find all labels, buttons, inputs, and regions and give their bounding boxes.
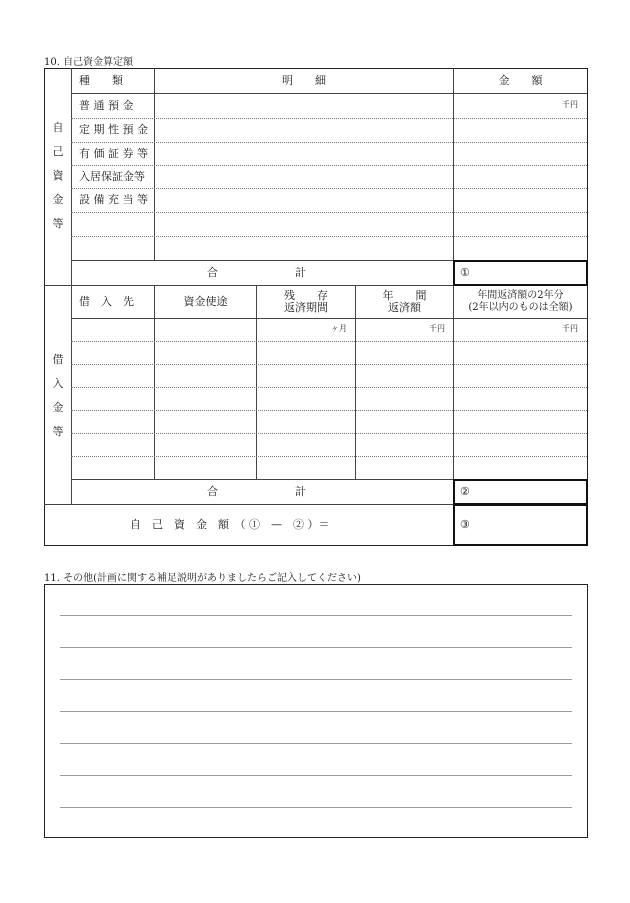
- total-label-loan: 合 計: [207, 485, 306, 498]
- row-line: [71, 118, 587, 119]
- loan-row-line: [71, 433, 587, 434]
- loan-header-line: [71, 318, 587, 319]
- row-line: [71, 188, 587, 189]
- group-column-divider: [71, 68, 72, 504]
- result-box-3: [453, 504, 588, 546]
- remaining-period-header: 残 存 返済期間: [284, 289, 328, 314]
- row-time-deposit: 定 期 性 預 金: [79, 123, 148, 136]
- remaining-column-divider: [355, 285, 356, 479]
- notes-line: [60, 711, 572, 712]
- row-line: [71, 165, 587, 166]
- amount-header: 金 額: [498, 74, 543, 87]
- unit-thousand-yen: 千円: [562, 324, 578, 333]
- notes-line: [60, 615, 572, 616]
- section10-title: 10. 自己資金算定額: [44, 57, 134, 68]
- notes-line: [60, 807, 572, 808]
- row-ordinary-deposit: 普 通 預 金: [79, 99, 134, 112]
- annual-repayment-header: 年 間 返済額: [382, 289, 427, 314]
- loan-row-line: [71, 456, 587, 457]
- total-label-own: 合 計: [207, 266, 306, 279]
- notes-line: [60, 679, 572, 680]
- circle-mark-1: ①: [460, 266, 470, 279]
- own-funds-group-label: 自 己 資 金 等: [52, 121, 64, 230]
- circle-mark-3: ③: [460, 518, 470, 531]
- unit-months: ヶ月: [331, 324, 347, 333]
- unit-thousand-yen: 千円: [562, 100, 578, 109]
- purpose-header: 資金使途: [183, 295, 228, 308]
- row-deposit-guarantee: 入居保証金等: [79, 170, 145, 183]
- two-year-repayment-header: 年間返済額の2年分 (2年以内のものは全額): [468, 290, 573, 313]
- loan-row-line: [71, 387, 587, 388]
- total-box-2: [453, 479, 588, 505]
- detail-header: 明 細: [282, 74, 326, 87]
- notes-line: [60, 743, 572, 744]
- header-line: [71, 93, 587, 94]
- lender-header: 借 入 先: [79, 295, 134, 308]
- loan-group-label: 借 入 金 等: [52, 353, 64, 438]
- total-box-1: [453, 260, 588, 286]
- notes-line: [60, 775, 572, 776]
- kind-column-divider: [154, 68, 155, 260]
- own-funds-formula: 自 己 資 金 額 （ ① — ② ）＝: [130, 518, 330, 531]
- loan-row-line: [71, 410, 587, 411]
- notes-line: [60, 647, 572, 648]
- row-line: [71, 236, 587, 237]
- circle-mark-2: ②: [460, 485, 470, 498]
- unit-thousand-yen: 千円: [429, 324, 445, 333]
- row-equipment-allocation: 設 備 充 当 等: [79, 193, 148, 206]
- row-line: [71, 212, 587, 213]
- lender-column-divider: [154, 285, 155, 479]
- kind-header: 種 類: [79, 74, 123, 87]
- loan-row-line: [71, 364, 587, 365]
- section11-title: 11. その他(計画に関する補足説明がありましたらご記入してください): [44, 573, 361, 584]
- row-securities: 有 価 証 券 等: [79, 147, 148, 160]
- row-line: [71, 142, 587, 143]
- purpose-column-divider: [256, 285, 257, 479]
- loan-row-line: [71, 341, 587, 342]
